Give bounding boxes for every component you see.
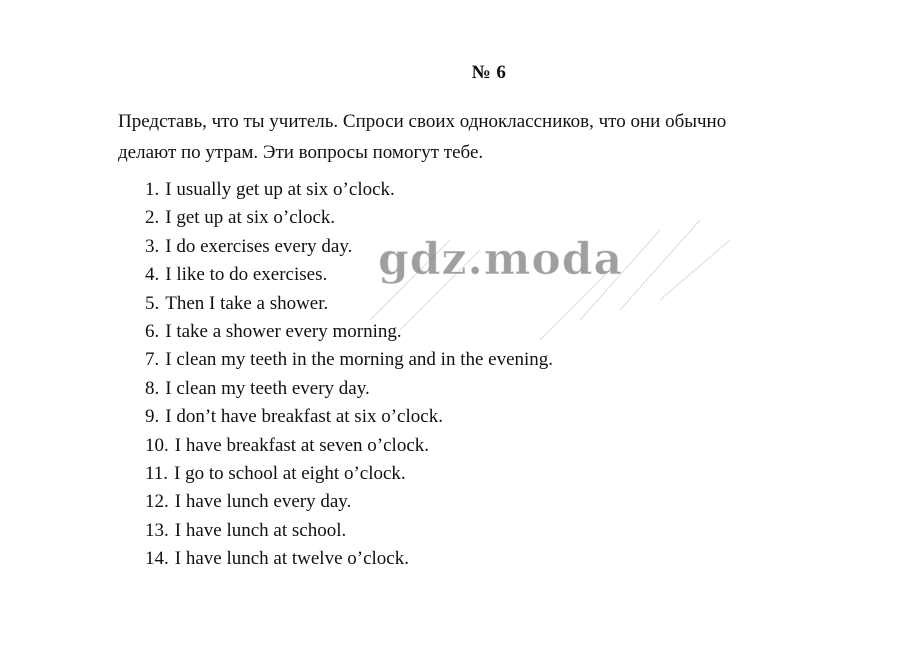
item-number: 2. [145,207,160,229]
list-item [145,545,553,573]
item-number: 11. [145,462,169,484]
item-number: 3. [145,235,160,257]
instruction-line-2: делают по утрам. Эти вопросы помогут тебе. [118,142,484,163]
item-number: 1. [145,179,160,200]
list-item [145,375,553,403]
list-item [145,318,553,346]
list-item [145,261,553,289]
list-item [145,204,553,232]
item-text: I don’t have breakfast at six o’clock. [165,406,443,428]
item-number: 5. [145,292,160,314]
list-item [145,290,553,318]
item-text: I get up at six o’clock. [165,207,336,229]
instruction-line-1: Представь, что ты учитель. Спроси своих одноклассников, что они обычно [118,111,727,132]
item-text: I have lunch at school. [174,519,347,541]
item-number: 9. [145,406,160,428]
list-item [145,460,553,488]
item-number: 8. [145,377,160,399]
item-text: I do exercises every day. [165,235,353,257]
item-number: 6. [145,320,160,342]
item-text: I like to do exercises. [165,264,328,286]
item-number: 7. [145,349,160,371]
item-text: I clean my teeth in the morning and in the evening. [165,349,554,371]
list-item [145,233,553,261]
item-text: I go to school at eight o’clock. [174,462,406,484]
item-text: I have lunch at twelve o’clock. [174,548,409,570]
list-item [145,176,553,204]
item-number: 10. [145,434,169,456]
item-text: I take a shower every morning. [165,320,402,342]
list-item [145,432,553,460]
item-text: I usually get up at six o’clock. [165,179,395,200]
item-number: 12. [145,491,169,513]
watermark-logo: gdz.moda [378,234,624,285]
item-text: I clean my teeth every day. [165,377,370,399]
item-text: I have lunch every day. [174,491,352,513]
item-text: I have breakfast at seven o’clock. [174,434,430,456]
exercise-number: № 6 [471,62,507,83]
item-number: 13. [145,519,169,541]
list-item [145,488,553,516]
item-text: Then I take a shower. [165,292,329,314]
list-item [145,346,553,374]
list-item [145,403,553,431]
item-number: 4. [145,264,160,286]
item-number: 14. [145,548,169,570]
answer-list [145,176,553,573]
list-item [145,517,553,545]
task-instructions [118,106,838,168]
